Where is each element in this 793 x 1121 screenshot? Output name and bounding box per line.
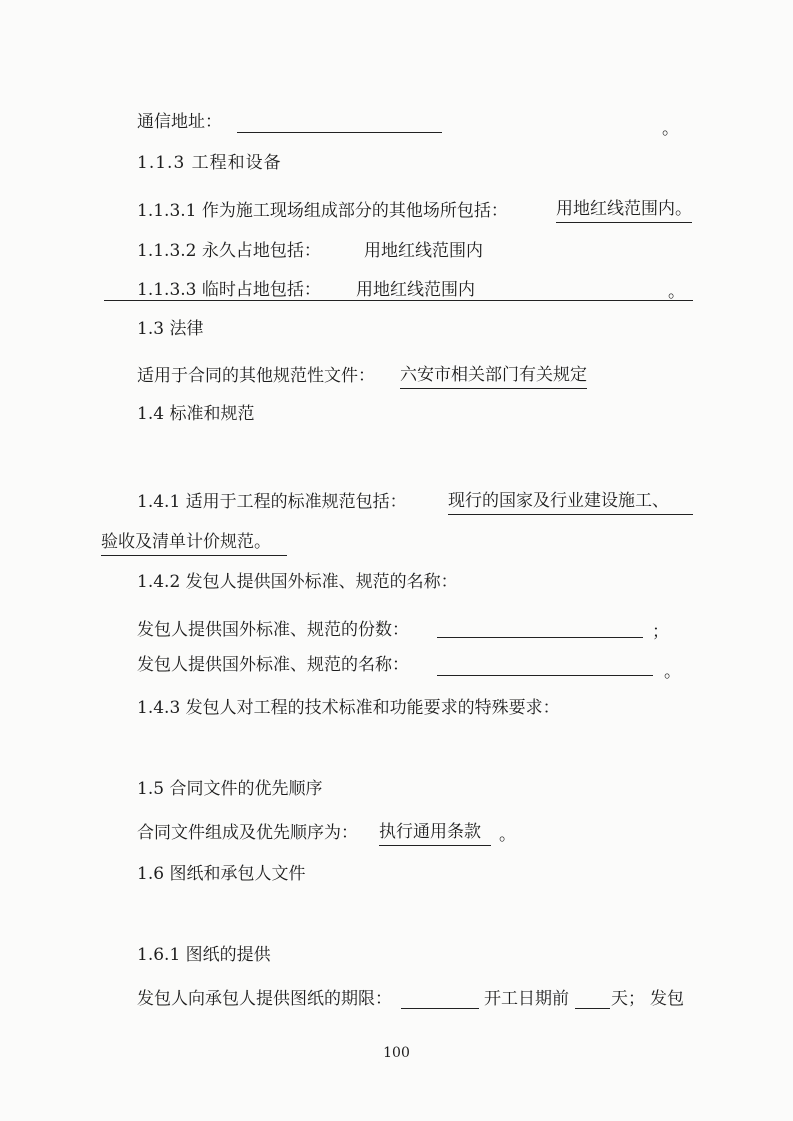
drawing-deadline-mid: 开工日期前 (484, 989, 569, 1009)
other-norms-label: 适用于合同的其他规范性文件： (137, 366, 375, 386)
clause-1-4-3-label: 1.4.3 发包人对工程的技术标准和功能要求的特殊要求： (137, 698, 560, 718)
heading-1-4: 1.4 标准和规范 (137, 404, 255, 424)
foreign-std-copies-end: ； (652, 622, 669, 642)
drawing-days-unit: 天； (611, 989, 645, 1009)
page-number: 100 (383, 1045, 410, 1061)
foreign-std-copies-field[interactable] (437, 637, 643, 638)
clause-1-4-2-label: 1.4.2 发包人提供国外标准、规范的名称： (137, 572, 458, 592)
clause-1-1-3-3-period: 。 (668, 282, 685, 302)
clause-1-4-1-label: 1.4.1 适用于工程的标准规范包括： (137, 492, 407, 512)
clause-1-1-3-1-value: 用地红线范围内。 (556, 198, 692, 223)
clause-1-1-3-3-value: 用地红线范围内 (356, 280, 475, 300)
foreign-std-names-label: 发包人提供国外标准、规范的名称： (137, 655, 409, 675)
comm-address-period: 。 (662, 119, 679, 139)
foreign-std-copies-label: 发包人提供国外标准、规范的份数： (137, 620, 409, 640)
heading-1-3: 1.3 法律 (137, 319, 204, 339)
drawing-days-field[interactable] (575, 1008, 610, 1009)
doc-order-label: 合同文件组成及优先顺序为： (137, 823, 358, 843)
clause-1-1-3-2-label: 1.1.3.2 永久占地包括： (137, 241, 321, 261)
drawing-deadline-field[interactable] (401, 1008, 479, 1009)
doc-order-value: 执行通用条款 (379, 821, 491, 846)
clause-1-1-3-3-underline (104, 300, 693, 301)
clause-1-1-3-1-label: 1.1.3.1 作为施工现场组成部分的其他场所包括： (137, 201, 508, 221)
clause-1-1-3-3-label: 1.1.3.3 临时占地包括： (137, 280, 321, 300)
clause-1-4-1-value-line2: 验收及清单计价规范。 (101, 531, 287, 556)
comm-address-label: 通信地址： (137, 112, 222, 132)
heading-1-5: 1.5 合同文件的优先顺序 (137, 779, 323, 799)
foreign-std-names-field[interactable] (437, 675, 653, 676)
comm-address-field[interactable] (237, 132, 442, 133)
heading-1-6: 1.6 图纸和承包人文件 (137, 864, 306, 884)
foreign-std-names-end: 。 (664, 662, 681, 682)
drawing-deadline-tail: 发包 (650, 989, 684, 1009)
other-norms-value: 六安市相关部门有关规定 (400, 364, 587, 389)
clause-1-4-1-value-line1: 现行的国家及行业建设施工、 (448, 490, 693, 515)
heading-1-1-3: 1.1.3 工程和设备 (137, 153, 282, 173)
heading-1-6-1: 1.6.1 图纸的提供 (137, 945, 271, 965)
drawing-deadline-label: 发包人向承包人提供图纸的期限： (137, 989, 392, 1009)
doc-order-end: 。 (499, 825, 516, 845)
clause-1-1-3-2-value: 用地红线范围内 (364, 241, 483, 261)
